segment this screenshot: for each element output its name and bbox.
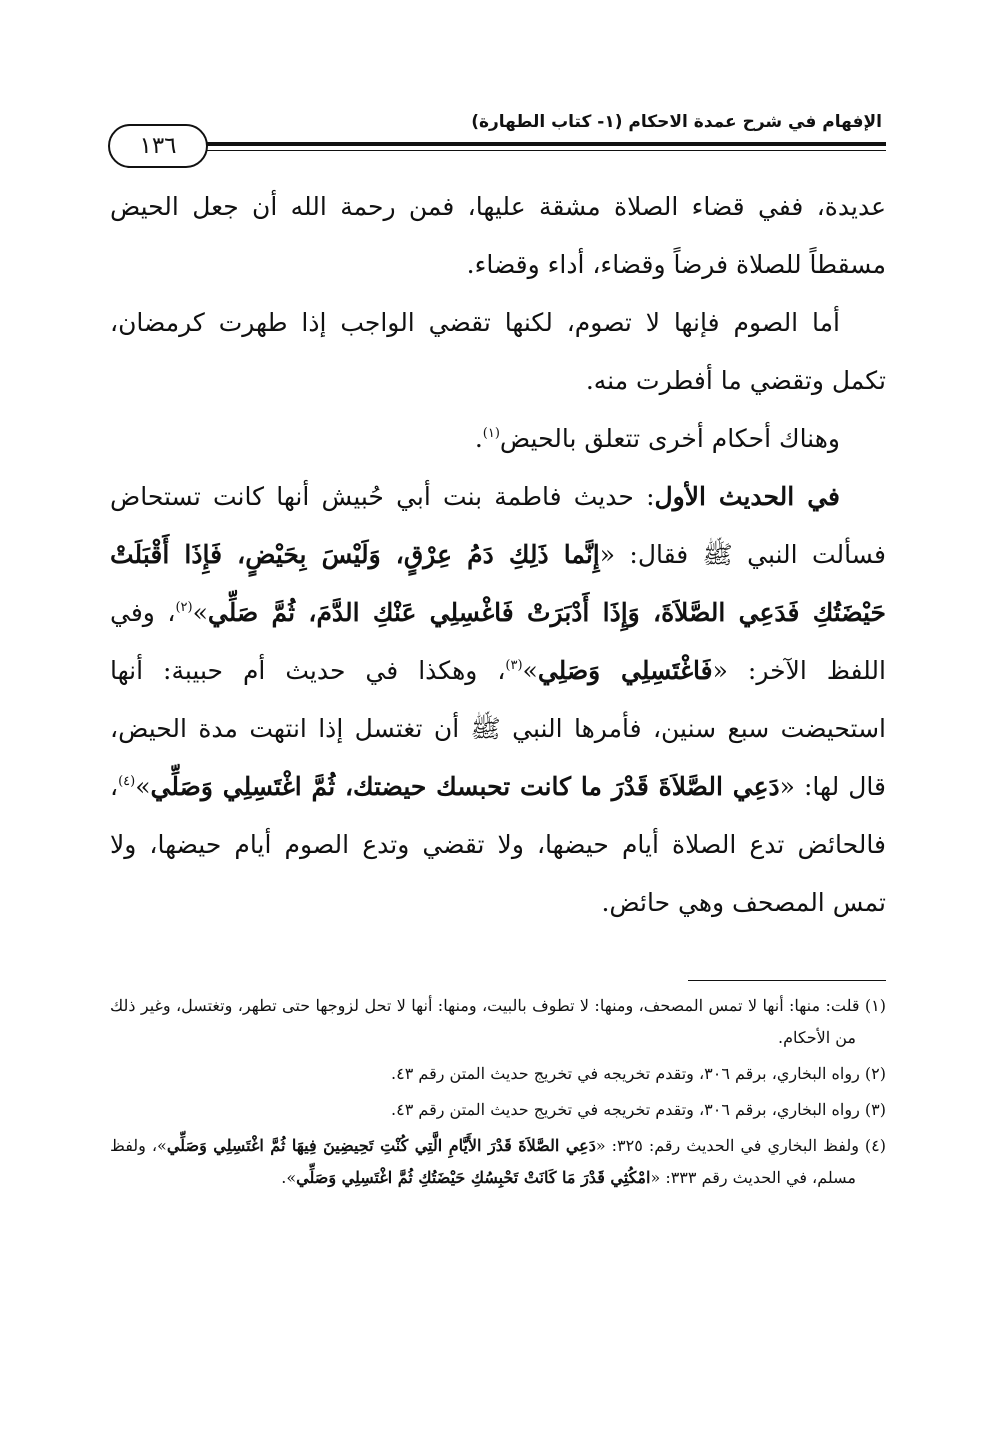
section-heading: في الحديث الأول bbox=[654, 482, 840, 511]
paragraph-3 bbox=[110, 410, 886, 468]
footnote-4 bbox=[110, 1130, 886, 1194]
footnote-ref-2[interactable]: (٢) bbox=[175, 600, 193, 615]
header-rule-thin bbox=[148, 150, 886, 151]
header-rule-thick bbox=[148, 142, 886, 146]
p4-text-4: » bbox=[522, 656, 538, 685]
footnotes bbox=[110, 990, 886, 1198]
paragraph-3-end: . bbox=[474, 424, 483, 453]
fn4-text-e: ». bbox=[281, 1168, 297, 1187]
p4-text-5: ، وهكذا في حديث أم حبيبة: أنها استحيضت سبع سنين، فأمرها النبي ﷺ أن تغتسل إذا انتهت مدة الحيض، قال لها: « bbox=[110, 656, 886, 801]
page-header bbox=[108, 110, 886, 170]
p4-text-7: ، فالحائض تدع الصلاة أيام حيضها، ولا تقضي وتدع الصوم أيام حيضها، ولا تمس المصحف وهي حائض. bbox=[110, 772, 886, 917]
paragraph-1: عديدة، ففي قضاء الصلاة مشقة عليها، فمن رحمة الله أن جعل الحيض مسقطاً للصلاة فرضاً وقضاء، أداء وقضاء. bbox=[110, 192, 886, 279]
p4-text-1: : حديث فاطمة بنت أبي حُبيش أنها كانت تستحاض فسألت النبي ﷺ فقال: « bbox=[110, 482, 886, 569]
hadith-quote-2: فَاغْتَسِلِي وَصَلِي bbox=[537, 656, 713, 685]
hadith-quote-1: إِنَّما ذَلِكِ دَمُ عِرْقٍ، وَلَيْسَ بِحَيْضٍ، فَإِذَا أَقْبَلَتْ حَيْضَتُكِ فَدَعِي الصَّلاَةَ، وَإِذَا أَدْبَرَتْ فَاغْسِلِي عَنْكِ الدَّمَ، ثُمَّ صَلِّي bbox=[110, 540, 886, 627]
footnote-1: (١) قلت: منها: أنها لا تمس المصحف، ومنها: لا تطوف بالبيت، ومنها: أنها لا تحل لزوجها حتى تطهر، وتغتسل، وغير ذلك من الأحكام. bbox=[110, 996, 886, 1047]
paragraph-4 bbox=[110, 468, 886, 932]
fn4-text-c: »، ولفظ مسلم، في الحديث رقم ٣٣٣: « bbox=[110, 1136, 856, 1187]
footnote-2: (٢) رواه البخاري، برقم ٣٠٦، وتقدم تخريجه في تخريج حديث المتن رقم ٤٣. bbox=[391, 1064, 886, 1083]
page-number: ١٣٦ bbox=[108, 124, 208, 168]
footnote-separator bbox=[688, 980, 886, 981]
fn4-hadith-2: امْكُثِي قَدْرَ مَا كَانَتْ تَحْبِسُكِ حَيْضَتُكِ ثُمَّ اغْتَسِلِي وَصَلِّي bbox=[296, 1168, 651, 1187]
main-text bbox=[110, 178, 886, 932]
paragraph-3-text: وهناك أحكام أخرى تتعلق بالحيض bbox=[499, 424, 840, 453]
fn4-text-a: (٤) ولفظ البخاري في الحديث رقم: ٣٢٥: « bbox=[595, 1136, 887, 1155]
hadith-quote-3: دَعِي الصَّلاَةَ قَدْرَ ما كانت تحبسك حيضتك، ثُمَّ اغْتَسِلِي وَصَلِّي bbox=[150, 772, 780, 801]
footnote-ref-1[interactable]: (١) bbox=[482, 426, 500, 441]
p4-text-6: » bbox=[135, 772, 151, 801]
p4-text-3: ، وفي اللفظ الآخر: « bbox=[110, 598, 886, 685]
footnote-3: (٣) رواه البخاري، برقم ٣٠٦، وتقدم تخريجه في تخريج حديث المتن رقم ٤٣. bbox=[391, 1100, 886, 1119]
p4-text-2: » bbox=[192, 598, 208, 627]
paragraph-2: أما الصوم فإنها لا تصوم، لكنها تقضي الواجب إذا طهرت كرمضان، تكمل وتقضي ما أفطرت منه. bbox=[110, 308, 886, 395]
book-title: الإفهام في شرح عمدة الاحكام (١- كتاب الطهارة) bbox=[471, 112, 882, 132]
footnote-ref-3[interactable]: (٣) bbox=[505, 658, 523, 673]
footnote-ref-4[interactable]: (٤) bbox=[118, 774, 136, 789]
fn4-hadith-1: دَعِي الصَّلاَةَ قَدْرَ الأَيَّامِ الَّتِي كُنْتِ تَحِيضِينَ فِيهَا ثُمَّ اغْتَسِلِي وَصَلِّي bbox=[166, 1136, 596, 1155]
